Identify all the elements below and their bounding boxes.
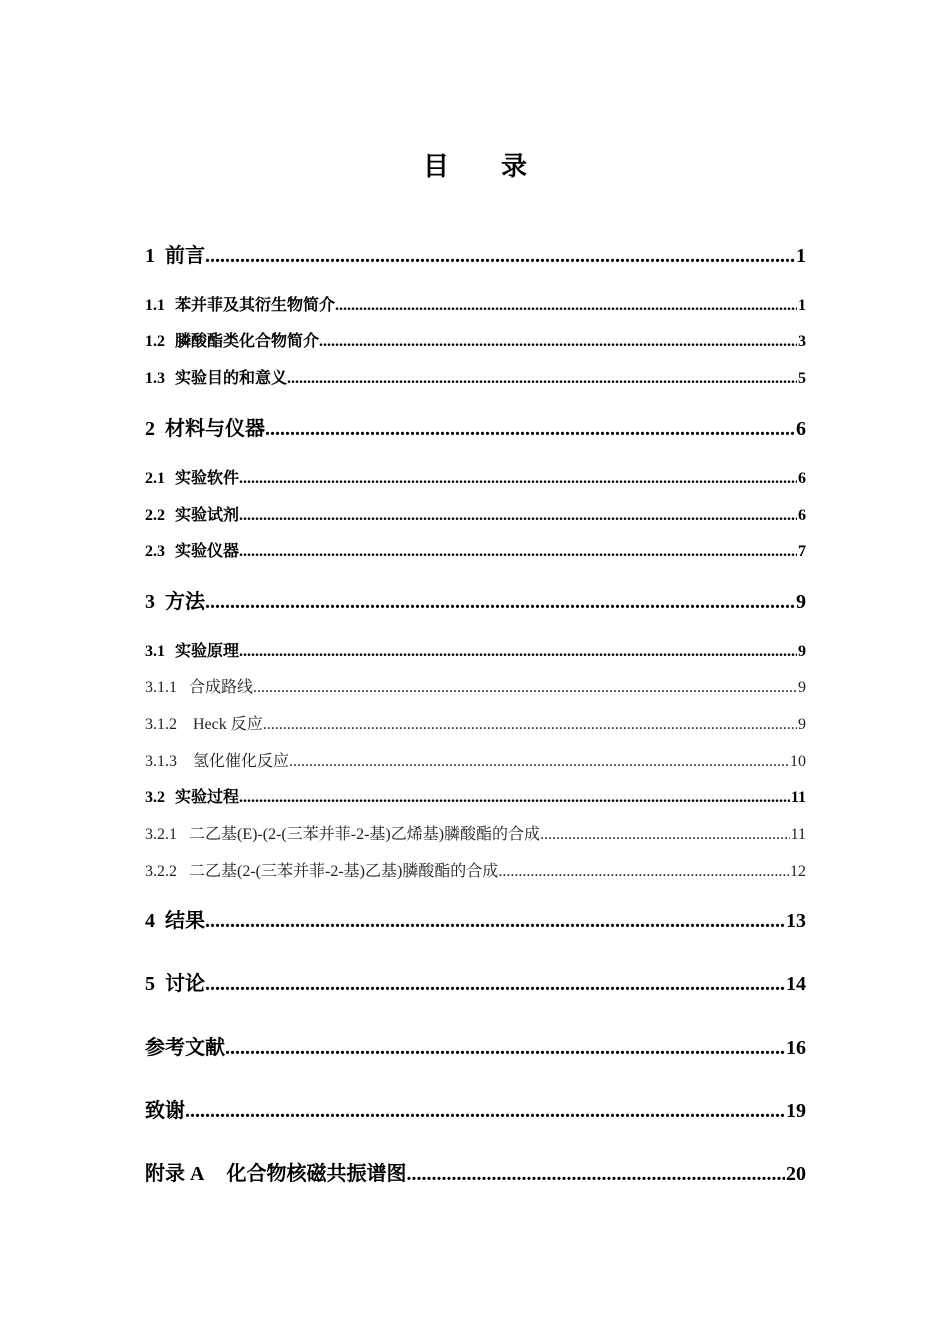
toc-page-number: 11 <box>790 826 806 843</box>
toc-page-number: 9 <box>798 679 806 696</box>
toc-page-number: 20 <box>786 1163 806 1185</box>
toc-page-number: 6 <box>798 507 806 524</box>
toc-leader <box>253 676 797 700</box>
toc-leader <box>335 294 797 318</box>
toc-number: 3.1 <box>145 643 165 660</box>
toc-entry-5[interactable] <box>145 970 806 998</box>
toc-page-number: 9 <box>798 643 806 660</box>
toc-entry-references[interactable] <box>145 1034 806 1062</box>
toc-page-number: 19 <box>786 1100 806 1122</box>
toc-entry-1[interactable] <box>145 242 806 270</box>
toc-page-number: 13 <box>786 910 806 932</box>
toc-title: 氢化催化反应 <box>189 753 290 770</box>
toc-number: 2.3 <box>145 543 165 560</box>
toc-page-number: 7 <box>798 543 806 560</box>
toc-title: 二乙基(2-(三苯并菲-2-基)乙基)膦酸酯的合成 <box>189 863 499 880</box>
toc-title: 苯并菲及其衍生物简介 <box>175 297 336 314</box>
toc-leader <box>319 330 797 354</box>
toc-leader <box>239 540 797 564</box>
toc-page-number: 9 <box>796 591 806 613</box>
toc-leader <box>265 415 795 443</box>
toc-leader <box>289 750 789 774</box>
toc-number: 3.2.2 <box>145 863 177 880</box>
toc-entry-3-1-1[interactable] <box>145 676 806 700</box>
toc-number: 3 <box>145 591 155 613</box>
toc-entry-3-2-1[interactable] <box>145 823 806 847</box>
toc-number: 5 <box>145 973 155 995</box>
toc-leader <box>239 640 797 664</box>
toc-entry-acknowledgements[interactable] <box>145 1097 806 1125</box>
toc-title: 方法 <box>165 591 205 613</box>
toc-leader <box>185 1097 785 1125</box>
toc-title: 实验仪器 <box>175 543 240 560</box>
toc-page-number: 16 <box>786 1037 806 1059</box>
toc-page-number: 1 <box>798 297 806 314</box>
toc-leader <box>406 1160 785 1188</box>
toc-title: 膦酸酯类化合物简介 <box>175 333 320 350</box>
toc-leader <box>205 907 785 935</box>
toc-leader <box>205 970 785 998</box>
toc-leader <box>287 367 797 391</box>
toc-page-number: 6 <box>798 470 806 487</box>
toc-number: 1.2 <box>145 333 165 350</box>
toc-title: 实验过程 <box>175 789 240 806</box>
toc-entry-3-1[interactable] <box>145 640 806 664</box>
toc-entry-2-2[interactable] <box>145 504 806 528</box>
toc-entry-1-1[interactable] <box>145 294 806 318</box>
toc-page-number: 11 <box>790 789 806 806</box>
toc-number: 3.2.1 <box>145 826 177 843</box>
toc-page-number: 1 <box>796 245 806 267</box>
toc-title: 化合物核磁共振谱图 <box>226 1163 407 1185</box>
toc-title: 前言 <box>165 245 205 267</box>
toc-leader <box>498 860 789 884</box>
toc-leader <box>540 823 790 847</box>
toc-number: 4 <box>145 910 155 932</box>
toc-page-number: 12 <box>790 863 806 880</box>
toc-title: 材料与仪器 <box>165 418 265 440</box>
toc-number: 1.1 <box>145 297 165 314</box>
toc-title: 讨论 <box>165 973 205 995</box>
toc-number: 3.1.1 <box>145 679 177 696</box>
toc-entry-appendix-a[interactable] <box>145 1160 806 1188</box>
toc-entry-2-1[interactable] <box>145 467 806 491</box>
toc-entry-3-1-2[interactable] <box>145 713 806 737</box>
toc-number: 1 <box>145 245 155 267</box>
toc-entry-2-3[interactable] <box>145 540 806 564</box>
toc-page-number: 5 <box>798 370 806 387</box>
toc-entry-1-2[interactable] <box>145 330 806 354</box>
toc-entry-2[interactable] <box>145 415 806 443</box>
toc-page-number: 6 <box>796 418 806 440</box>
toc-page-number: 10 <box>790 753 806 770</box>
toc-title: 合成路线 <box>189 679 254 696</box>
toc-number: 3.2 <box>145 789 165 806</box>
toc-number: 1.3 <box>145 370 165 387</box>
toc-page-number: 9 <box>798 716 806 733</box>
toc-leader <box>239 786 790 810</box>
toc-entry-3-2-2[interactable] <box>145 860 806 884</box>
toc-number: 2 <box>145 418 155 440</box>
toc-title: 二乙基(E)-(2-(三苯并菲-2-基)乙烯基)膦酸酯的合成 <box>189 826 541 843</box>
toc-number: 3.1.2 <box>145 716 177 733</box>
toc-title: 实验试剂 <box>175 507 240 524</box>
toc-entry-3-2[interactable] <box>145 786 806 810</box>
toc-entry-1-3[interactable] <box>145 367 806 391</box>
toc-page-number: 3 <box>798 333 806 350</box>
toc-page-number: 14 <box>786 973 806 995</box>
page-title: 目 录 <box>422 152 527 181</box>
toc-entry-4[interactable] <box>145 907 806 935</box>
toc-number: 2.2 <box>145 507 165 524</box>
toc-title: 致谢 <box>145 1100 185 1122</box>
toc-leader <box>263 713 797 737</box>
toc-entry-3-1-3[interactable] <box>145 750 806 774</box>
toc-leader <box>225 1034 785 1062</box>
toc-number: 2.1 <box>145 470 165 487</box>
toc-title: 实验目的和意义 <box>175 370 288 387</box>
toc-leader <box>239 467 797 491</box>
toc-title: 结果 <box>165 910 205 932</box>
toc-title: 实验原理 <box>175 643 240 660</box>
toc-entry-3[interactable] <box>145 588 806 616</box>
toc-leader <box>239 504 797 528</box>
toc-leader <box>205 588 795 616</box>
toc-title: Heck 反应 <box>189 716 263 733</box>
toc-number: 3.1.3 <box>145 753 177 770</box>
toc-leader <box>205 242 795 270</box>
toc-title: 实验软件 <box>175 470 240 487</box>
toc-title: 参考文献 <box>145 1037 225 1059</box>
toc-number: 附录 A <box>145 1163 205 1185</box>
